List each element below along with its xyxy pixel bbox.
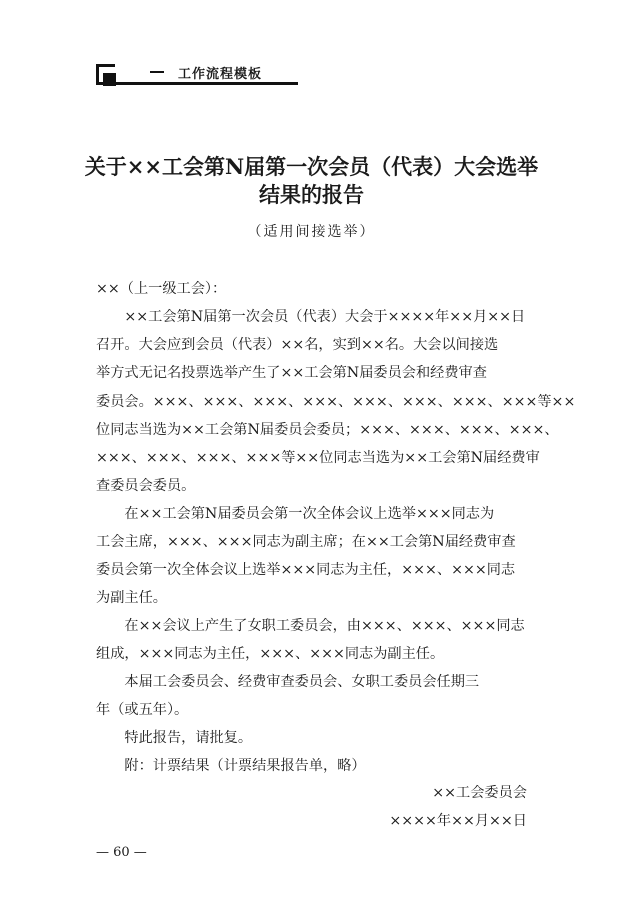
page-number: — 60 —: [96, 845, 147, 860]
body-line: 举方式无记名投票选举产生了××工会第N届委员会和经费审查: [96, 365, 487, 381]
body-line: ××工会第N届第一次会员（代表）大会于××××年××月××日: [96, 309, 526, 325]
body-line: 附：计票结果（计票结果报告单，略）: [96, 758, 366, 774]
body-line: 在××会议上产生了女职工委员会，由×××、×××、×××同志: [96, 618, 525, 634]
header-dash: [150, 71, 164, 73]
signature-date: ××××年××月××日: [389, 813, 527, 829]
body-line: ××（上一级工会）：: [96, 281, 227, 297]
body-line: 本届工会委员会、经费审查委员会、女职工委员会任期三: [96, 674, 480, 690]
body-line: 召开。大会应到会员（代表）××名，实到××名。大会以间接选: [96, 337, 499, 353]
document-title-line-1: 关于××工会第N届第一次会员（代表）大会选举: [84, 154, 539, 179]
header-section-title: 工作流程模板: [178, 67, 263, 82]
body-line: 委员会。×××、×××、×××、×××、×××、×××、×××、×××等××: [96, 394, 576, 410]
body-line: 工会主席，×××、×××同志为副主席；在××工会第N届经费审查: [96, 534, 516, 550]
body-line: 为副主任。: [96, 590, 167, 606]
body-line: 位同志当选为××工会第N届委员会委员；×××、×××、×××、×××、: [96, 422, 559, 438]
body-line: 特此报告，请批复。: [96, 730, 253, 746]
body-line: 年（或五年）。: [96, 702, 189, 718]
body-line: 在××工会第N届委员会第一次全体会议上选举×××同志为: [96, 506, 495, 522]
body-line: 委员会第一次全体会议上选举×××同志为主任，×××、×××同志: [96, 562, 516, 578]
signature-organization: ××工会委员会: [432, 785, 527, 801]
body-line: 查委员会委员。: [96, 478, 196, 494]
header-rule: [96, 82, 298, 85]
body-line: ×××、×××、×××、×××等××位同志当选为××工会第N届经费审: [96, 450, 540, 466]
document-title-line-2: 结果的报告: [259, 182, 364, 207]
document-subtitle: （适用间接选举）: [247, 224, 376, 240]
body-line: 组成，×××同志为主任，×××、×××同志为副主任。: [96, 646, 445, 662]
